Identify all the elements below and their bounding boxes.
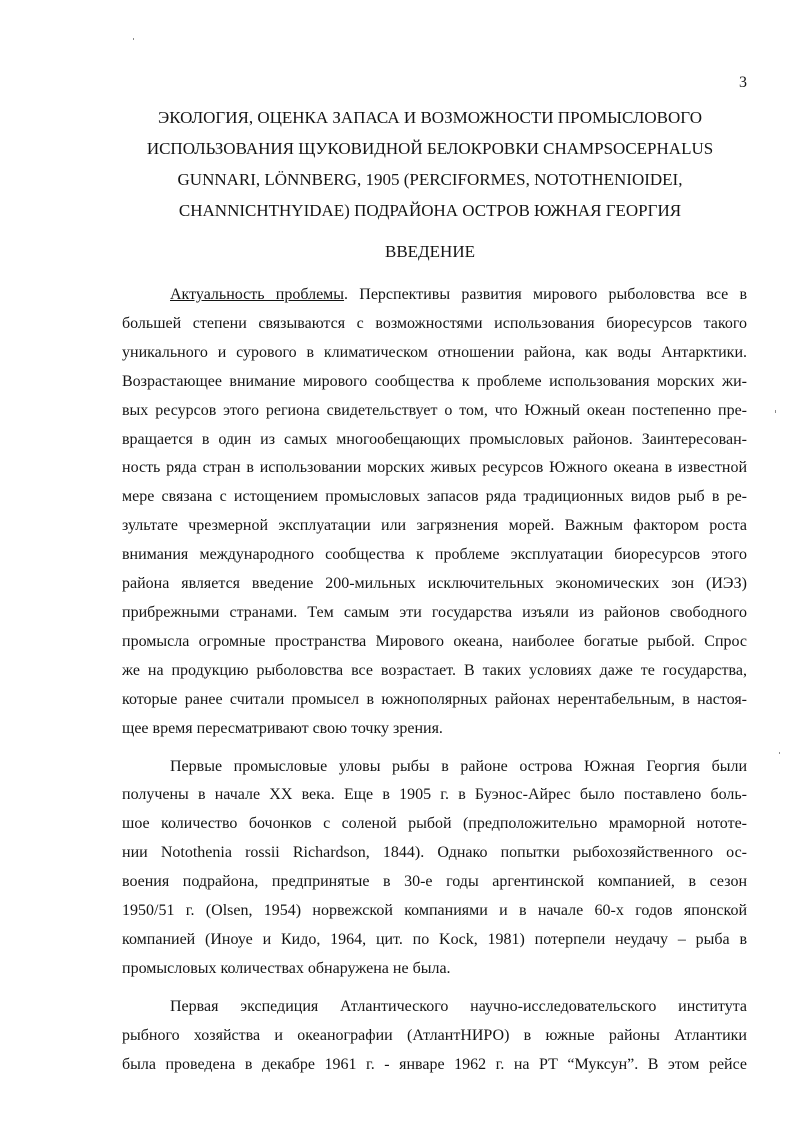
paragraph-line: нии Notothenia rossii Richardson, 1844). Однако попытки рыбохозяйственного ос- xyxy=(122,844,747,862)
paragraph-line: вых ресурсов этого региона свидетельствует о том, что Южный океан постепенно пре- xyxy=(122,401,747,419)
paragraph-line xyxy=(122,281,747,310)
paragraph-relevance xyxy=(122,281,747,744)
paragraph-line: мере связана с истощением промысловых запасов ряда традиционных видов рыб в ре- xyxy=(122,488,747,506)
paragraph-line: шое количество бочонков с соленой рыбой (предположительно мраморной нототе- xyxy=(122,815,747,833)
scan-speck xyxy=(779,752,780,754)
paragraph-line: прибрежными странами. Тем самым эти государства изъяли из районов свободного xyxy=(122,603,747,621)
section-heading: ВВЕДЕНИЕ xyxy=(385,242,475,261)
paragraph-line: 1950/51 г. (Olsen, 1954) норвежской компаниями и в начале 60-х годов японской xyxy=(122,902,747,920)
paragraph-line: большей степени связываются с возможностями использования биоресурсов такого xyxy=(122,314,747,332)
paragraph-first-catches xyxy=(122,753,747,984)
paragraph-line: Первая экспедиция Атлантического научно-исследовательского института xyxy=(170,997,747,1015)
paragraph-line: уникального и сурового в климатическом отношении района, как воды Антарктики. xyxy=(122,343,747,361)
paragraph-line: вращается в один из самых многообещающих промысловых районов. Заинтересован- xyxy=(122,430,747,448)
page-number: 3 xyxy=(739,74,747,91)
paragraph-line: Первые промысловые уловы рыбы в районе острова Южная Георгия были xyxy=(170,757,747,775)
title-line: GUNNARI, LÖNNBERG, 1905 (PERCIFORMES, NOTOTHENIOIDEI, xyxy=(177,170,683,189)
paragraph-line: ность ряда стран в использовании морских живых ресурсов Южного океана в известной xyxy=(122,459,747,477)
relevance-underlined-lead: Актуальность проблемы xyxy=(170,286,345,303)
document-title xyxy=(110,102,750,226)
paragraph-line: рыбного хозяйства и океанографии (АтлантНИРО) в южные районы Атлантики xyxy=(122,1026,747,1044)
paragraph-line: же на продукцию рыболовства все возрастает. В таких условиях даже те государства, xyxy=(122,661,747,679)
paragraph-line: воения подрайона, предпринятые в 30-е годы аргентинской компанией, в сезон xyxy=(122,873,747,891)
paragraph-line: компанией (Иноуе и Кидо, 1964, цит. по Kock, 1981) потерпели неудачу – рыба в xyxy=(122,930,747,948)
title-line: ЭКОЛОГИЯ, ОЦЕНКА ЗАПАСА И ВОЗМОЖНОСТИ ПРОМЫСЛОВОГО xyxy=(158,108,702,127)
paragraph-line: промысла огромные пространства Мирового океана, наиболее богатые рыбой. Спрос xyxy=(122,632,747,650)
title-line: CHANNICHTHYIDAE) ПОДРАЙОНА ОСТРОВ ЮЖНАЯ ГЕОРГИЯ xyxy=(178,201,682,220)
scan-speck xyxy=(775,410,776,413)
paragraph-line: внимания международного сообщества к проблеме эксплуатации биоресурсов этого xyxy=(122,546,747,564)
title-line: ИСПОЛЬЗОВАНИЯ ЩУКОВИДНОЙ БЕЛОКРОВКИ CHAMPSOCEPHALUS xyxy=(146,139,714,158)
paragraph-line: зультате чрезмерной эксплуатации или загрязнения морей. Важным фактором роста xyxy=(122,517,747,535)
scan-speck xyxy=(133,38,134,40)
relevance-lead-rest: . Перспективы развития мирового рыболовства все в xyxy=(344,286,747,303)
paragraph-line: промысловых количествах обнаружена не была. xyxy=(122,959,451,977)
paragraph-line: которые ранее считали промысел в южнополярных районах нерентабельным, в настоя- xyxy=(122,690,747,708)
paragraph-line: района является введение 200-мильных исключительных экономических зон (ИЭЗ) xyxy=(122,575,747,593)
paragraph-first-expedition xyxy=(122,993,747,1080)
paragraph-line: Возрастающее внимание мирового сообщества к проблеме использования морских жи- xyxy=(122,372,747,390)
body-text xyxy=(122,281,747,1079)
paragraph-line: щее время пересматривают свою точку зрения. xyxy=(122,719,443,737)
paragraph-line: получены в начале XX века. Еще в 1905 г. в Буэнос-Айрес было поставлено боль- xyxy=(122,786,747,804)
paragraph-line: была проведена в декабре 1961 г. - январе 1962 г. на РТ “Муксун”. В этом рейсе xyxy=(122,1055,747,1073)
